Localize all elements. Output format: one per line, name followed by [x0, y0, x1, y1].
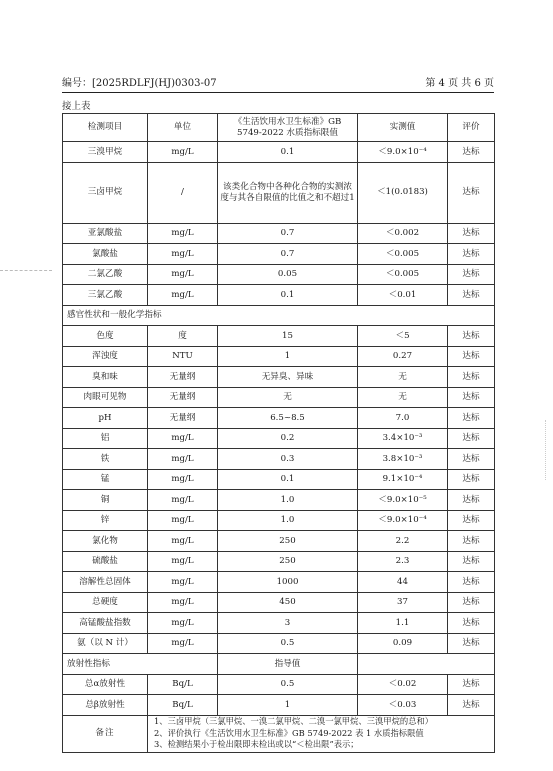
- cell-unit: 度: [148, 326, 218, 347]
- cell-result: ＜9.0×10⁻⁴: [358, 142, 448, 163]
- note-line: 3、检测结果小于检出限即未检出或以“＜检出限”表示；: [154, 739, 359, 750]
- table-row: [63, 264, 495, 285]
- section-guide-value-label: 指导值: [218, 654, 358, 675]
- cell-unit: mg/L: [148, 510, 218, 531]
- cell-unit: NTU: [148, 346, 218, 367]
- cell-result: 0.27: [358, 346, 448, 367]
- cell-eval: 达标: [448, 469, 495, 490]
- section-row-radioactivity: [63, 654, 495, 675]
- cell-limit: 15: [218, 326, 358, 347]
- column-header-unit: 单位: [148, 114, 218, 142]
- cell-limit: 250: [218, 531, 358, 552]
- cell-eval: 达标: [448, 674, 495, 695]
- cell-unit: mg/L: [148, 633, 218, 654]
- cell-limit: 0.1: [218, 469, 358, 490]
- cell-limit: 0.7: [218, 244, 358, 265]
- cell-unit: mg/L: [148, 223, 218, 244]
- scan-mark-left: [0, 270, 52, 271]
- cell-unit: /: [148, 162, 218, 223]
- cell-eval: 达标: [448, 572, 495, 593]
- table-row: [63, 387, 495, 408]
- cell-item: 氯化物: [63, 531, 148, 552]
- cell-unit: mg/L: [148, 449, 218, 470]
- cell-eval: 达标: [448, 387, 495, 408]
- cell-eval: 达标: [448, 346, 495, 367]
- cell-unit: mg/L: [148, 428, 218, 449]
- cell-item: 总β放射性: [63, 695, 148, 716]
- cell-item: 总硬度: [63, 592, 148, 613]
- table-row: [63, 223, 495, 244]
- table-row: [63, 490, 495, 511]
- cell-result: ＜0.01: [358, 285, 448, 306]
- cell-limit: 0.1: [218, 142, 358, 163]
- table-row: [63, 674, 495, 695]
- section-title: 感官性状和一般化学指标: [63, 305, 495, 326]
- cell-item: 高锰酸盐指数: [63, 613, 148, 634]
- cell-item: 肉眼可见物: [63, 387, 148, 408]
- cell-eval: 达标: [448, 613, 495, 634]
- column-header-result: 实测值: [358, 114, 448, 142]
- cell-result: ＜0.03: [358, 695, 448, 716]
- cell-item: 氯酸盐: [63, 244, 148, 265]
- cell-item: 锰: [63, 469, 148, 490]
- cell-eval: 达标: [448, 695, 495, 716]
- table-row: [63, 592, 495, 613]
- cell-unit: 无量纲: [148, 408, 218, 429]
- cell-item: 铁: [63, 449, 148, 470]
- cell-limit: 0.5: [218, 674, 358, 695]
- table-header-row: [63, 114, 495, 142]
- section-empty-cell: [358, 654, 495, 675]
- cell-item: 三氯乙酸: [63, 285, 148, 306]
- cell-eval: 达标: [448, 633, 495, 654]
- cell-eval: 达标: [448, 531, 495, 552]
- cell-unit: mg/L: [148, 142, 218, 163]
- cell-eval: 达标: [448, 326, 495, 347]
- table-row: [63, 162, 495, 223]
- table-row: [63, 285, 495, 306]
- cell-limit: 450: [218, 592, 358, 613]
- table-row: [63, 633, 495, 654]
- cell-limit: 0.05: [218, 264, 358, 285]
- report-number: 编号：[2025RDLFJ(HJ)0303-07: [62, 78, 217, 89]
- table-row: [63, 695, 495, 716]
- note-line: 2、评价执行《生活饮用水卫生标准》GB 5749-2022 表 1 水质指标限值: [154, 727, 424, 738]
- cell-result: ＜9.0×10⁻⁴: [358, 510, 448, 531]
- cell-unit: 无量纲: [148, 387, 218, 408]
- cell-unit: mg/L: [148, 572, 218, 593]
- cell-result: 无: [358, 387, 448, 408]
- cell-unit: mg/L: [148, 592, 218, 613]
- cell-item: 浑浊度: [63, 346, 148, 367]
- cell-limit: 无: [218, 387, 358, 408]
- cell-result: 1.1: [358, 613, 448, 634]
- cell-unit: mg/L: [148, 244, 218, 265]
- cell-eval: 达标: [448, 449, 495, 470]
- cell-item: 溶解性总固体: [63, 572, 148, 593]
- cell-result: 3.4×10⁻³: [358, 428, 448, 449]
- cell-result: ＜0.005: [358, 244, 448, 265]
- cell-result: 2.3: [358, 551, 448, 572]
- table-row: [63, 428, 495, 449]
- cell-result: 7.0: [358, 408, 448, 429]
- cell-limit: 该类化合物中各种化合物的实测浓度与其各自限值的比值之和不超过1: [218, 162, 358, 223]
- cell-item: 三卤甲烷: [63, 162, 148, 223]
- table-row: [63, 551, 495, 572]
- cell-eval: 达标: [448, 223, 495, 244]
- cell-limit: 1: [218, 695, 358, 716]
- cell-limit: 1.0: [218, 490, 358, 511]
- cell-eval: 达标: [448, 162, 495, 223]
- table-row: [63, 346, 495, 367]
- continued-label: 接上表: [62, 101, 91, 112]
- cell-eval: 达标: [448, 592, 495, 613]
- column-header-limit: 《生活饮用水卫生标准》GB 5749-2022 水质指标限值: [218, 114, 358, 142]
- cell-limit: 0.2: [218, 428, 358, 449]
- cell-eval: 达标: [448, 490, 495, 511]
- cell-result: 9.1×10⁻⁴: [358, 469, 448, 490]
- cell-result: ＜5: [358, 326, 448, 347]
- cell-result: 2.2: [358, 531, 448, 552]
- cell-result: 3.8×10⁻³: [358, 449, 448, 470]
- table-row: [63, 531, 495, 552]
- cell-result: ＜0.005: [358, 264, 448, 285]
- cell-eval: 达标: [448, 551, 495, 572]
- table-row: [63, 510, 495, 531]
- cell-eval: 达标: [448, 142, 495, 163]
- notes-row: [63, 715, 495, 752]
- cell-item: 二氯乙酸: [63, 264, 148, 285]
- section-title: 放射性指标: [63, 654, 218, 675]
- cell-limit: 6.5~8.5: [218, 408, 358, 429]
- cell-limit: 无异臭、异味: [218, 367, 358, 388]
- cell-limit: 250: [218, 551, 358, 572]
- page-number: 第 4 页 共 6 页: [425, 78, 494, 89]
- cell-unit: mg/L: [148, 531, 218, 552]
- table-row: [63, 244, 495, 265]
- water-quality-table: [62, 113, 495, 753]
- cell-result: ＜0.002: [358, 223, 448, 244]
- cell-unit: mg/L: [148, 490, 218, 511]
- table-row: [63, 367, 495, 388]
- table-row: [63, 449, 495, 470]
- cell-limit: 1: [218, 346, 358, 367]
- section-row-sensory: [63, 305, 495, 326]
- cell-limit: 0.1: [218, 285, 358, 306]
- table-row: [63, 408, 495, 429]
- table-row: [63, 469, 495, 490]
- cell-item: pH: [63, 408, 148, 429]
- cell-item: 铝: [63, 428, 148, 449]
- note-line: 1、三卤甲烷（三氯甲烷、一溴二氯甲烷、二溴一氯甲烷、三溴甲烷的总和）: [154, 716, 434, 727]
- cell-result: 44: [358, 572, 448, 593]
- cell-unit: Bq/L: [148, 674, 218, 695]
- cell-result: 0.09: [358, 633, 448, 654]
- cell-unit: mg/L: [148, 264, 218, 285]
- table-row: [63, 142, 495, 163]
- cell-result: ＜1(0.0183): [358, 162, 448, 223]
- cell-eval: 达标: [448, 367, 495, 388]
- cell-result: 37: [358, 592, 448, 613]
- cell-eval: 达标: [448, 244, 495, 265]
- column-header-eval: 评价: [448, 114, 495, 142]
- table-row: [63, 613, 495, 634]
- cell-limit: 1000: [218, 572, 358, 593]
- cell-unit: mg/L: [148, 469, 218, 490]
- cell-eval: 达标: [448, 428, 495, 449]
- notes-label: 备注: [63, 715, 148, 752]
- cell-unit: Bq/L: [148, 695, 218, 716]
- cell-result: 无: [358, 367, 448, 388]
- table-row: [63, 572, 495, 593]
- cell-item: 三溴甲烷: [63, 142, 148, 163]
- cell-unit: mg/L: [148, 613, 218, 634]
- cell-item: 总α放射性: [63, 674, 148, 695]
- cell-limit: 0.3: [218, 449, 358, 470]
- cell-unit: 无量纲: [148, 367, 218, 388]
- cell-item: 铜: [63, 490, 148, 511]
- cell-eval: 达标: [448, 408, 495, 429]
- cell-item: 色度: [63, 326, 148, 347]
- cell-limit: 3: [218, 613, 358, 634]
- cell-result: ＜0.02: [358, 674, 448, 695]
- column-header-item: 检测项目: [63, 114, 148, 142]
- cell-limit: 0.5: [218, 633, 358, 654]
- cell-item: 亚氯酸盐: [63, 223, 148, 244]
- page-header: [62, 76, 494, 93]
- cell-result: ＜9.0×10⁻⁵: [358, 490, 448, 511]
- cell-unit: mg/L: [148, 285, 218, 306]
- cell-eval: 达标: [448, 264, 495, 285]
- scan-mark-right: [545, 420, 549, 480]
- cell-item: 臭和味: [63, 367, 148, 388]
- cell-item: 锌: [63, 510, 148, 531]
- cell-unit: mg/L: [148, 551, 218, 572]
- cell-item: 氨（以 N 计）: [63, 633, 148, 654]
- cell-eval: 达标: [448, 510, 495, 531]
- cell-item: 硫酸盐: [63, 551, 148, 572]
- cell-limit: 0.7: [218, 223, 358, 244]
- cell-eval: 达标: [448, 285, 495, 306]
- cell-limit: 1.0: [218, 510, 358, 531]
- notes-content: [148, 715, 495, 752]
- table-row: [63, 326, 495, 347]
